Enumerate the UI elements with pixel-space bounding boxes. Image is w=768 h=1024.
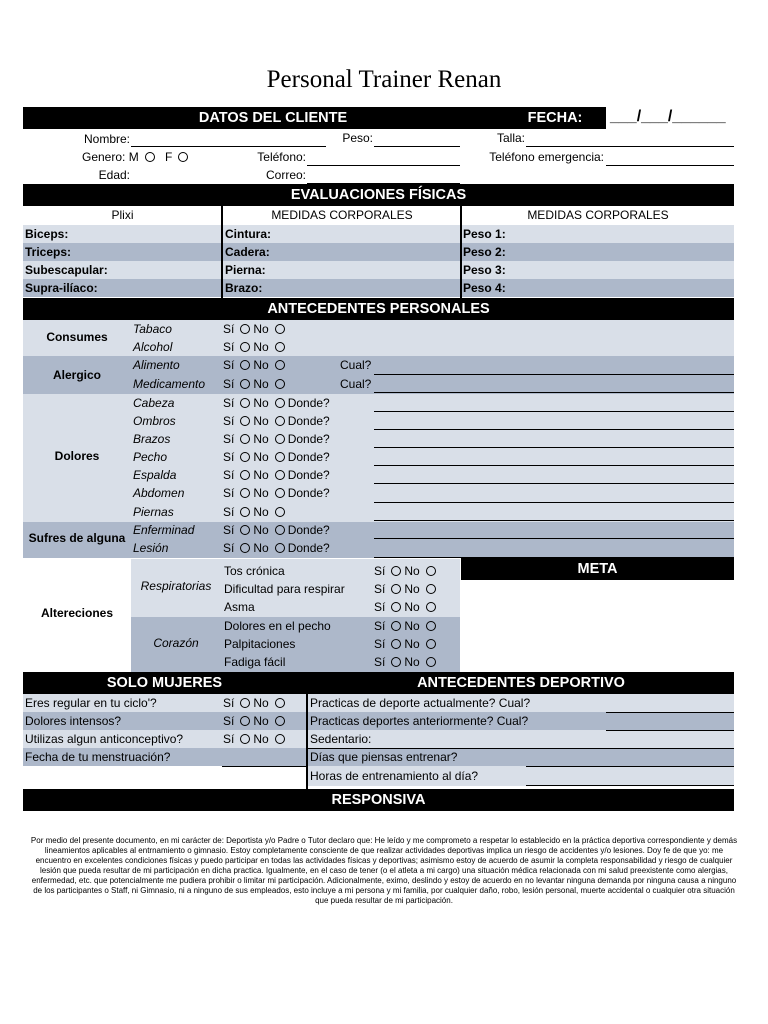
list-item: Dolores intensos? Sí No — [25, 712, 305, 730]
deportivo-anterior-field[interactable] — [606, 730, 734, 731]
list-item: Ombros Sí No Donde? — [133, 414, 330, 428]
list-item: Asma Sí No — [224, 598, 460, 616]
si-radio[interactable] — [391, 566, 401, 576]
sufres-label: Sufres de alguna — [28, 531, 126, 545]
section-header-antecedentes: ANTECEDENTES PERSONALES — [23, 298, 734, 320]
dias-field[interactable] — [526, 766, 734, 767]
eval-row-bg — [23, 243, 734, 261]
section-header-bar — [23, 672, 734, 694]
si-radio[interactable] — [240, 470, 250, 480]
no-radio[interactable] — [426, 584, 436, 594]
si-radio[interactable] — [240, 525, 250, 535]
no-radio[interactable] — [275, 488, 285, 498]
eval-pierna: Pierna: — [225, 263, 266, 277]
si-radio[interactable] — [391, 639, 401, 649]
si-radio[interactable] — [240, 452, 250, 462]
si-radio[interactable] — [240, 379, 250, 389]
divider — [306, 694, 308, 789]
eval-subescapular: Subescapular: — [25, 263, 108, 277]
no-radio[interactable] — [275, 360, 285, 370]
list-item: Palpitaciones Sí No — [224, 635, 460, 653]
no-radio[interactable] — [426, 621, 436, 631]
list-item: Tos crónica Sí No — [224, 562, 460, 580]
list-item: Brazos Sí No Donde? — [133, 432, 330, 446]
no-radio[interactable] — [275, 543, 285, 553]
eval-peso-2: Peso 2: — [463, 245, 506, 259]
consumes-label: Consumes — [46, 330, 108, 344]
peso-label: Peso: — [342, 131, 373, 145]
list-item: Piernas Sí No — [133, 503, 733, 521]
list-item: Lesión Sí No Donde? — [133, 541, 330, 555]
no-radio[interactable] — [275, 398, 285, 408]
list-item: Cabeza Sí No Donde? — [133, 396, 330, 410]
page-title: Personal Trainer Renan — [266, 66, 502, 93]
list-item: Alcohol Sí No — [133, 338, 460, 356]
list-item: Abdomen Sí No Donde? — [133, 486, 330, 500]
eval-peso-4: Peso 4: — [463, 281, 506, 295]
section-header-cliente: DATOS DEL CLIENTE FECHA: — [23, 107, 606, 129]
list-item: Espalda Sí No Donde? — [133, 468, 330, 482]
col-plixi: Plixi — [111, 208, 134, 222]
col-medidas-2: MEDIDAS CORPORALES — [527, 208, 669, 222]
no-radio[interactable] — [275, 434, 285, 444]
menstruacion-field[interactable] — [222, 766, 306, 767]
no-radio[interactable] — [275, 525, 285, 535]
dias-label: Días que piensas entrenar? — [310, 750, 458, 764]
responsiva-text: Por medio del presente documento, en mi carácter de: Deportista y/o Padre o Tutor declaro que: He leído y me comprometo a respetar lo establecido en la práctica deportiva correspondiente y demás lineamientos aplicables al entrnamiento o gimnasio. Estoy completamente consciente de que realizar actividades deportivas implica un riesgo de accidentes y/o lesiones. Doy fe de que yo: me encuentro en excelentes condiciones físicas y puedo participar en todas las actividades físicas y deportivas; asimismo estoy de acuerdo de asumir la completa responsabilidad y riesgo de cualquier lesión que pueda resultar de mi participación en dicha practica. Igualmente, en el caso de tener (o el atleta a mi cargo) una situación médica relacionada con mi salud preexistente como alergias, enfermedad, etc. que potencialmente me pudiera prohibir o limitar mi participación. Adicionalmente, eximo, deslindo y estoy de acuerdo en no levantar ninguna demanda por ninguna causa a ninguno de los participantes o Staff, ni Gimnasio, ni a ninguno de sus empleados, esto incluye a mi persona y mi familia, por cualquier daño, robo, lesión personal, muerte accidental o cualquier otra situación que pueda resultar de mi participación. — [30, 836, 738, 905]
dolores-label: Dolores — [54, 449, 100, 463]
si-radio[interactable] — [240, 488, 250, 498]
si-radio[interactable] — [240, 342, 250, 352]
divider — [221, 206, 223, 298]
no-radio[interactable] — [426, 639, 436, 649]
divider — [460, 206, 462, 298]
no-radio[interactable] — [426, 657, 436, 667]
list-item: Dificultad para respirar Sí No — [224, 580, 460, 598]
list-item: Dolores en el pecho Sí No — [224, 617, 460, 635]
genero-row: Genero: M F — [82, 149, 191, 165]
eval-brazo: Brazo: — [225, 281, 263, 295]
no-radio[interactable] — [275, 470, 285, 480]
deportivo-actual-field[interactable] — [606, 712, 734, 713]
list-item: Tabaco Sí No — [133, 320, 460, 338]
corazon-label: Corazón — [153, 636, 199, 650]
telefono-emergencia-field[interactable] — [606, 165, 734, 166]
sedentario-label: Sedentario: — [310, 732, 372, 746]
telefono-emergencia-label: Teléfono emergencia: — [489, 150, 604, 164]
no-radio[interactable] — [275, 716, 285, 726]
eval-row-bg — [23, 261, 734, 279]
nombre-field[interactable] — [131, 146, 326, 147]
si-radio[interactable] — [391, 657, 401, 667]
si-radio[interactable] — [391, 602, 401, 612]
si-radio[interactable] — [240, 416, 250, 426]
eval-biceps: Biceps: — [25, 227, 69, 241]
si-radio[interactable] — [391, 584, 401, 594]
mujeres-header: SOLO MUJERES — [106, 675, 223, 691]
talla-field[interactable] — [526, 146, 734, 147]
list-item: Utilizas algun anticonceptivo? Sí No — [25, 730, 305, 748]
edad-label: Edad: — [98, 168, 130, 182]
no-radio[interactable] — [275, 734, 285, 744]
si-radio[interactable] — [240, 698, 250, 708]
no-radio[interactable] — [275, 324, 285, 334]
no-radio[interactable] — [275, 452, 285, 462]
si-radio[interactable] — [240, 398, 250, 408]
no-radio[interactable] — [275, 698, 285, 708]
eval-supra-iliaco: Supra-ilíaco: — [25, 281, 98, 295]
fecha-field[interactable]: ___/___/______ — [610, 108, 726, 125]
no-radio[interactable] — [275, 507, 285, 517]
no-radio[interactable] — [275, 342, 285, 352]
deportivo-anterior-label: Practicas deportes anteriormente? Cual? — [310, 714, 529, 728]
si-radio[interactable] — [240, 507, 250, 517]
eval-triceps: Triceps: — [25, 245, 72, 259]
telefono-field[interactable] — [307, 165, 460, 166]
no-radio[interactable] — [426, 566, 436, 576]
section-header-evaluaciones: EVALUACIONES FÍSICAS — [23, 184, 734, 206]
correo-label: Correo: — [265, 168, 306, 182]
menstruacion-label: Fecha de tu menstruación? — [25, 750, 171, 764]
talla-label: Talla: — [496, 131, 525, 145]
genero-f-radio[interactable] — [178, 152, 188, 162]
si-radio[interactable] — [240, 324, 250, 334]
section-header-responsiva: RESPONSIVA — [23, 789, 734, 811]
list-item: Pecho Sí No Donde? — [133, 450, 330, 464]
deportivo-actual-label: Practicas de deporte actualmente? Cual? — [310, 696, 531, 710]
list-item: Eres regular en tu ciclo'? Sí No — [25, 694, 305, 712]
si-radio[interactable] — [240, 360, 250, 370]
si-radio[interactable] — [240, 434, 250, 444]
alergico-label: Alergico — [52, 368, 101, 382]
si-radio[interactable] — [391, 621, 401, 631]
deportivo-header: ANTECEDENTES DEPORTIVO — [417, 675, 625, 691]
list-item: Fadiga fácil Sí No — [224, 653, 460, 671]
eval-peso-3: Peso 3: — [463, 263, 506, 277]
eval-peso-1: Peso 1: — [463, 227, 506, 241]
altereciones-label: Altereciones — [40, 606, 114, 620]
telefono-label: Teléfono: — [257, 150, 306, 164]
peso-field[interactable] — [374, 146, 460, 147]
si-radio[interactable] — [240, 734, 250, 744]
cual-field[interactable] — [374, 392, 734, 393]
no-radio[interactable] — [426, 602, 436, 612]
genero-m-radio[interactable] — [145, 152, 155, 162]
no-radio[interactable] — [275, 379, 285, 389]
eval-row-bg — [23, 279, 734, 297]
horas-label: Horas de entrenamiento al día? — [310, 769, 479, 783]
eval-row-bg — [23, 225, 734, 243]
si-radio[interactable] — [240, 716, 250, 726]
nombre-label: Nombre: — [83, 132, 130, 146]
col-medidas-1: MEDIDAS CORPORALES — [271, 208, 413, 222]
eval-cintura: Cintura: — [225, 227, 271, 241]
no-radio[interactable] — [275, 416, 285, 426]
horas-field[interactable] — [526, 785, 734, 786]
list-item: Medicamento Sí No Cual? — [133, 377, 372, 391]
meta-header: META — [461, 558, 734, 580]
list-item: Enferminad Sí No Donde? — [133, 523, 330, 537]
respiratorias-label: Respiratorias — [140, 579, 212, 593]
list-item: Alimento Sí No Cual? — [133, 358, 372, 372]
eval-cadera: Cadera: — [225, 245, 270, 259]
si-radio[interactable] — [240, 543, 250, 553]
